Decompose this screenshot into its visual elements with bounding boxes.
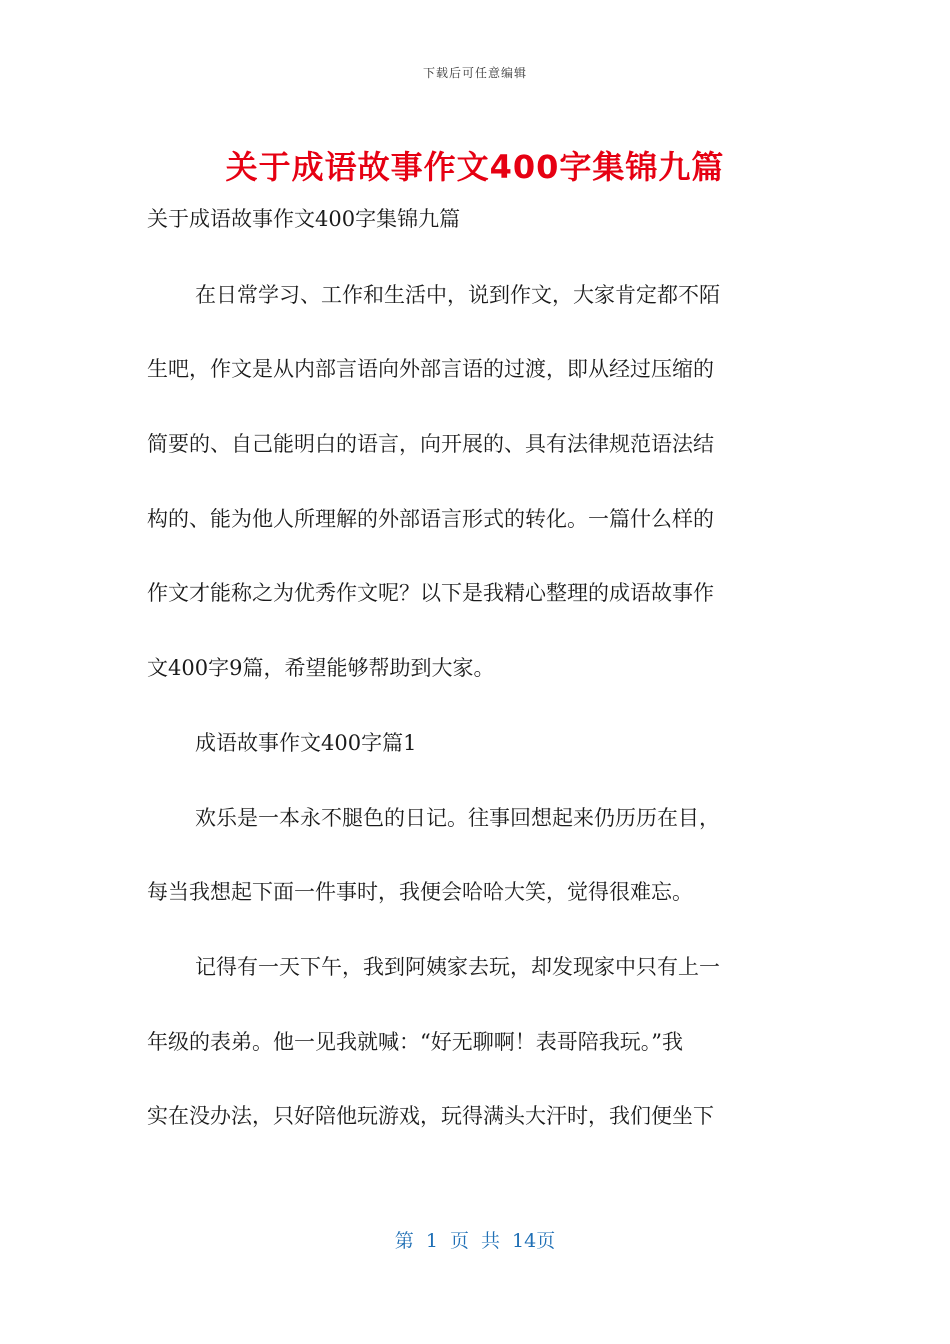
paragraph-line: 作文才能称之为优秀作文呢？以下是我精心整理的成语故事作 bbox=[147, 581, 714, 605]
page-header-note: 下载后可任意编辑 bbox=[422, 66, 527, 80]
page-number-footer: 第 1 页 共 14页 bbox=[394, 1230, 556, 1252]
paragraph-line: 生吧，作文是从内部言语向外部言语的过渡，即从经过压缩的 bbox=[147, 357, 714, 381]
subtitle-line: 关于成语故事作文400字集锦九篇 bbox=[147, 207, 461, 231]
paragraph-line: 实在没办法，只好陪他玩游戏，玩得满头大汗时，我们便坐下 bbox=[147, 1104, 714, 1128]
paragraph-line: 欢乐是一本永不腿色的日记。往事回想起来仍历历在目， bbox=[195, 806, 720, 830]
paragraph-line: 在日常学习、工作和生活中，说到作文，大家肯定都不陌 bbox=[195, 283, 720, 307]
document-title: 关于成语故事作文400字集锦九篇 bbox=[225, 148, 725, 186]
paragraph-line: 构的、能为他人所理解的外部语言形式的转化。一篇什么样的 bbox=[147, 507, 714, 531]
paragraph-line: 年级的表弟。他一见我就喊：“好无聊啊！表哥陪我玩。”我 bbox=[147, 1030, 683, 1054]
paragraph-line: 文400字9篇，希望能够帮助到大家。 bbox=[147, 656, 495, 680]
paragraph-line: 记得有一天下午，我到阿姨家去玩，却发现家中只有上一 bbox=[195, 955, 720, 979]
paragraph-line: 简要的、自己能明白的语言，向开展的、具有法律规范语法结 bbox=[147, 432, 714, 456]
paragraph-line: 每当我想起下面一件事时，我便会哈哈大笑，觉得很难忘。 bbox=[147, 880, 693, 904]
section-heading: 成语故事作文400字篇1 bbox=[195, 731, 417, 755]
